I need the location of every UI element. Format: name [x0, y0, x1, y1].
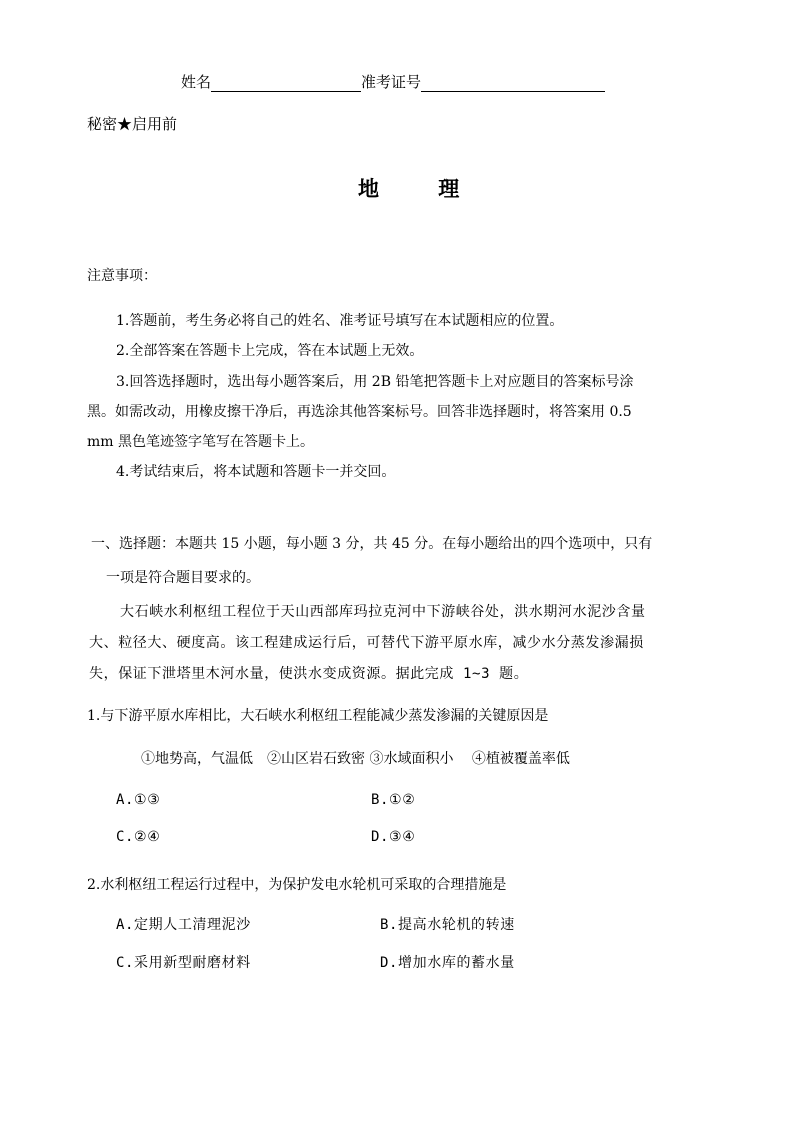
- passage-line-1: 大石峡水利枢纽工程位于天山西部库玛拉克河中下游峡谷处，洪水期河水泥沙含量: [120, 604, 646, 620]
- q2-option-a[interactable]: A.定期人工清理泥沙: [116, 917, 251, 933]
- section1-heading-cont: 一项是符合题目要求的。: [106, 570, 260, 586]
- notice-item-3-cont2: mm 黑色笔迹签字笔写在答题卡上。: [87, 434, 315, 450]
- exam-id-label: 准考证号: [361, 73, 422, 91]
- q1-option-a[interactable]: A.①③: [116, 792, 161, 808]
- passage-line-2: 大、粒径大、硬度高。该工程建成运行后，可替代下游平原水库，减少水分蒸发渗漏损: [89, 635, 644, 651]
- notice-item-3-cont: 黑。如需改动，用橡皮擦干净后，再选涂其他答案标号。回答非选择题时，将答案用 0.5: [87, 404, 632, 420]
- q1-option-b[interactable]: B.①②: [371, 792, 416, 808]
- question-1-statements: ①地势高，气温低 ②山区岩石致密 ③水域面积小 ④植被覆盖率低: [141, 751, 570, 767]
- notice-item-3: 3.回答选择题时，选出每小题答案后，用 2B 铅笔把答题卡上对应题目的答案标号涂: [116, 374, 634, 390]
- notice-item-1: 1.答题前，考生务必将自己的姓名、准考证号填写在本试题相应的位置。: [116, 313, 564, 329]
- passage-line-3: 失，保证下泄塔里木河水量，使洪水变成资源。据此完成 1~3 题。: [89, 666, 529, 682]
- name-label: 姓名: [181, 73, 212, 91]
- q1-option-d[interactable]: D.③④: [371, 829, 416, 845]
- name-field-row: [181, 72, 605, 92]
- name-blank[interactable]: [211, 76, 361, 92]
- q1-option-c[interactable]: C.②④: [116, 829, 161, 845]
- notice-item-4: 4.考试结束后，将本试题和答题卡一并交回。: [116, 464, 396, 480]
- section1-heading: 一、选择题：本题共 15 小题，每小题 3 分，共 45 分。在每小题给出的四个选项中，只有: [91, 536, 653, 552]
- question-1-stem: 1.与下游平原水库相比，大石峡水利枢纽工程能减少蒸发渗漏的关键原因是: [87, 708, 549, 724]
- q2-option-d[interactable]: D.增加水库的蓄水量: [380, 955, 515, 971]
- notice-heading: 注意事项：: [87, 268, 157, 284]
- notice-item-2: 2.全部答案在答题卡上完成，答在本试题上无效。: [116, 343, 424, 359]
- q2-option-c[interactable]: C.采用新型耐磨材料: [116, 955, 251, 971]
- secret-label: 秘密★启用前: [87, 115, 178, 133]
- page-title: 地 理: [358, 177, 486, 201]
- q2-option-b[interactable]: B.提高水轮机的转速: [380, 917, 515, 933]
- question-2-stem: 2.水利枢纽工程运行过程中，为保护发电水轮机可采取的合理措施是: [87, 877, 507, 893]
- exam-id-blank[interactable]: [421, 76, 605, 92]
